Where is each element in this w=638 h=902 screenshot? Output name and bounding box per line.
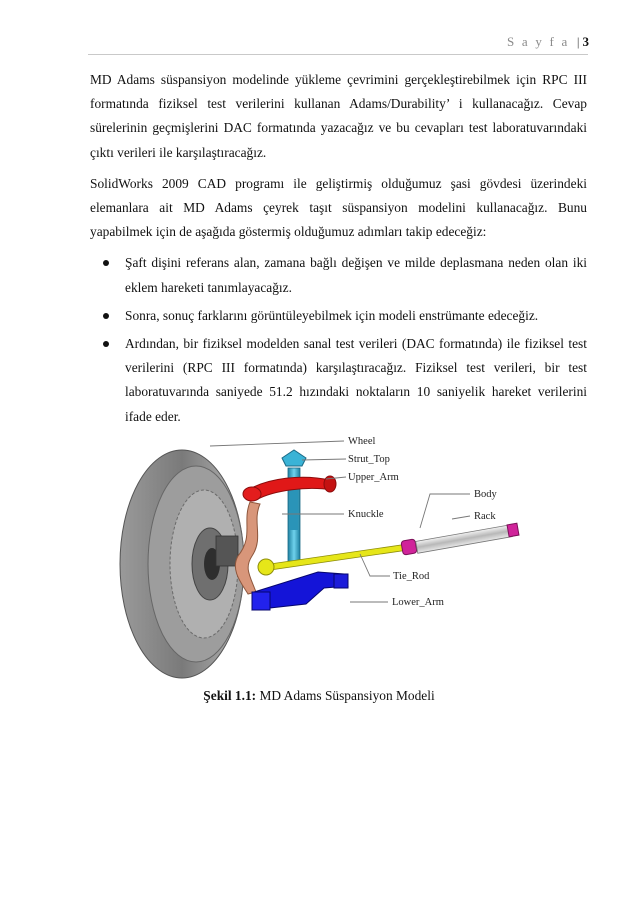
caption-label: Şekil 1.1: <box>203 688 257 703</box>
page-header <box>507 34 589 50</box>
label-body: Body <box>474 489 497 500</box>
label-knuckle: Knuckle <box>348 509 384 520</box>
label-rack: Rack <box>474 511 496 522</box>
list-item <box>125 304 587 328</box>
paragraph-1: MD Adams süspansiyon modelinde yükleme çevrimini gerçekleştirebilmek için RPC III formatında fiziksel test verilerini kullanan Adams/Durability’ i kullanacağız. Cevap sürelerinin geçmişlerini DAC formatında yazacağız ve bu cevapları test laboratuvarındaki çıktı verileri ile karşılaştıracağız. <box>90 72 587 160</box>
rack-part <box>401 523 519 555</box>
figure-caption <box>0 688 638 704</box>
bullet-icon <box>103 313 109 319</box>
bullet-icon <box>103 260 109 266</box>
list-item <box>125 332 587 429</box>
label-lower-arm: Lower_Arm <box>392 597 444 608</box>
header-rule <box>88 54 588 55</box>
wheel-part <box>120 450 244 678</box>
page-number: 3 <box>582 34 589 49</box>
bullet-icon <box>103 341 109 347</box>
lower-arm-part <box>252 572 348 610</box>
page-label: S a y f a <box>507 34 570 49</box>
list-item <box>125 251 587 299</box>
suspension-model-figure <box>112 424 532 694</box>
list-item-text: Sonra, sonuç farklarını görüntüleyebilmek için modeli enstrümante edeceğiz. <box>125 307 539 323</box>
page-separator: | <box>576 34 580 49</box>
tie-rod-part <box>258 544 408 575</box>
strut-part <box>282 450 306 564</box>
label-strut-top: Strut_Top <box>348 454 390 465</box>
label-tie-rod: Tie_Rod <box>393 571 430 582</box>
label-wheel: Wheel <box>348 436 376 447</box>
caption-text: MD Adams Süspansiyon Modeli <box>259 688 435 703</box>
list-item-text: Şaft dişini referans alan, zamana bağlı değişen ve milde deplasmana neden olan iki eklem hareketi tanımlayacağız. <box>125 255 587 295</box>
steps-list <box>90 251 587 428</box>
document-body <box>90 68 587 433</box>
list-item-text: Ardından, bir fiziksel modelden sanal test verileri (DAC formatında) ile fiziksel test verilerini (RPC III formatında) karşılaştıracağız. Fiziksel test verileri, bir test laboratuvarında saniyede 51.2 hızındaki noktaların 10 saniyelik hareket verilerini ifade eder. <box>125 336 587 424</box>
paragraph-2: SolidWorks 2009 CAD programı ile geliştirmiş olduğumuz şasi gövdesi üzerindeki elemanlara ait MD Adams çeyrek taşıt süspansiyon modelini kullanacağız. Bunu yapabilmek için de aşağıda göstermiş olduğumuz adımları takip edeceğiz: <box>90 175 587 240</box>
label-upper-arm: Upper_Arm <box>348 472 399 483</box>
